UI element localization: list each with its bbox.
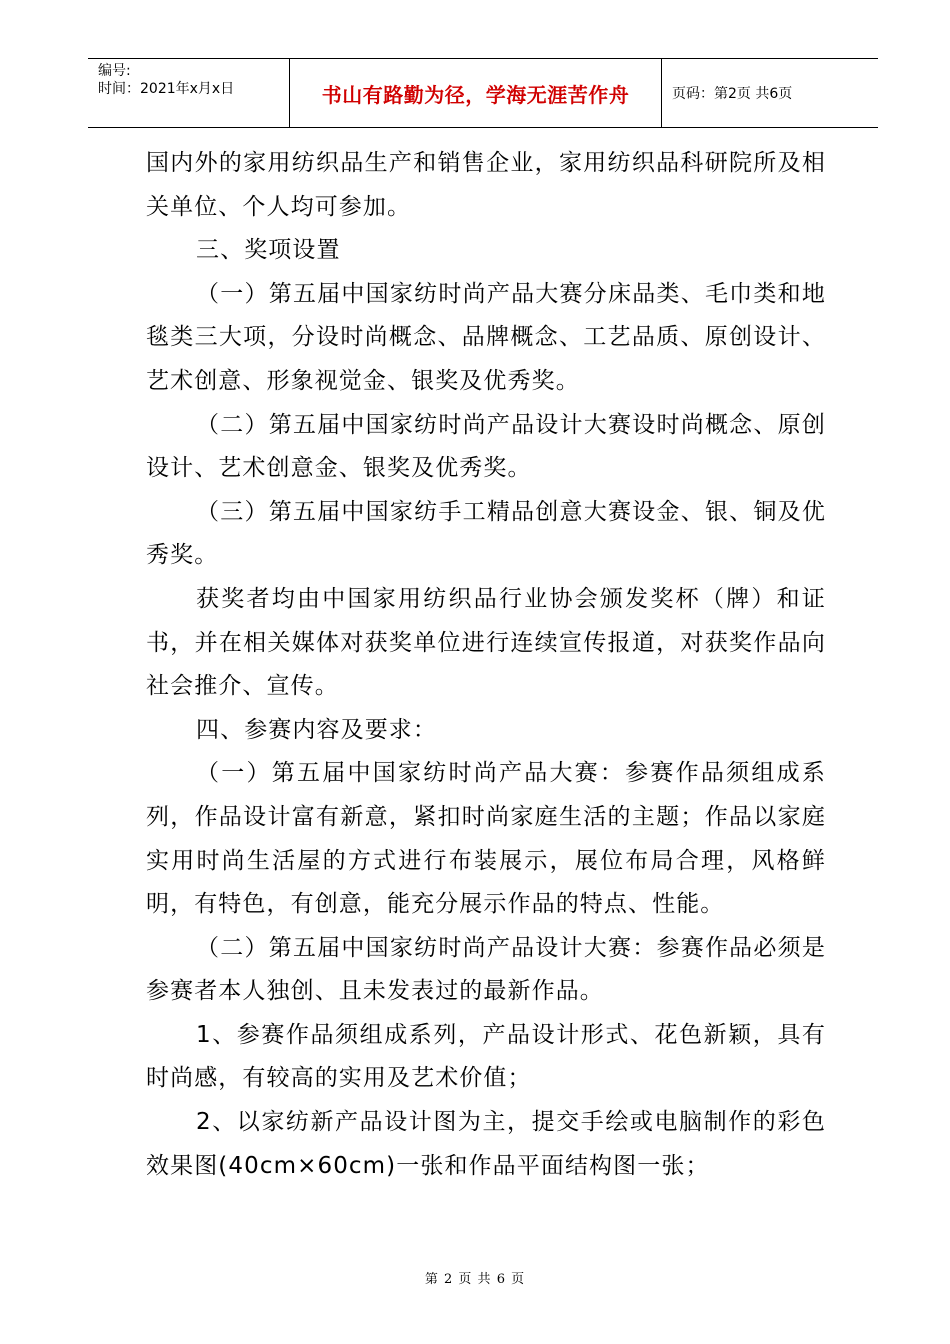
body-paragraph: （一）第五届中国家纺时尚产品大赛：参赛作品须组成系列，作品设计富有新意，紧扣时尚家庭生活的主题；作品以家庭实用时尚生活屋的方式进行布装展示，展位布局合理，风格鲜明，有特色，有创意，能充分展示作品的特点、性能。	[146, 760, 826, 918]
body-paragraph: 四、参赛内容及要求：	[196, 716, 437, 743]
body-paragraph: 国内外的家用纺织品生产和销售企业，家用纺织品科研院所及相关单位、个人均可参加。	[146, 150, 826, 220]
page-header	[88, 58, 878, 128]
body-paragraph: 获奖者均由中国家用纺织品行业协会颁发奖杯（牌）和证书，并在相关媒体对获奖单位进行连续宣传报道，对获奖作品向社会推介、宣传。	[146, 585, 826, 700]
header-motto: 书山有路勤为径，学海无涯苦作舟	[321, 82, 630, 107]
body-paragraph: 1、参赛作品须组成系列，产品设计形式、花色新颖，具有时尚感，有较高的实用及艺术价值；	[146, 1021, 826, 1092]
body-paragraph: 2、以家纺新产品设计图为主，提交手绘或电脑制作的彩色效果图(40cm×60cm)一张和作品平面结构图一张；	[146, 1109, 826, 1179]
header-page-info-cell	[662, 59, 878, 127]
time-label: 时间：2021年x月x日	[98, 81, 235, 97]
body-paragraph: （一）第五届中国家纺时尚产品大赛分床品类、毛巾类和地毯类三大项，分设时尚概念、品牌概念、工艺品质、原创设计、艺术创意、形象视觉金、银奖及优秀奖。	[146, 280, 826, 394]
body-paragraph: （二）第五届中国家纺时尚产品设计大赛：参赛作品必须是参赛者本人独创、且未发表过的最新作品。	[146, 934, 826, 1005]
body-paragraph: 三、奖项设置	[196, 237, 341, 264]
body-paragraph: （三）第五届中国家纺手工精品创意大赛设金、银、铜及优秀奖。	[146, 498, 826, 569]
header-motto-cell	[290, 59, 662, 127]
serial-label: 编号:	[98, 63, 131, 79]
body-paragraph: （二）第五届中国家纺时尚产品设计大赛设时尚概念、原创设计、艺术创意金、银奖及优秀奖。	[146, 411, 826, 482]
header-meta	[88, 59, 290, 127]
page-footer: 第 2 页 共 6 页	[424, 1272, 526, 1287]
header-page-info: 页码：第2页 共6页	[672, 86, 793, 102]
document-body	[146, 142, 826, 1188]
